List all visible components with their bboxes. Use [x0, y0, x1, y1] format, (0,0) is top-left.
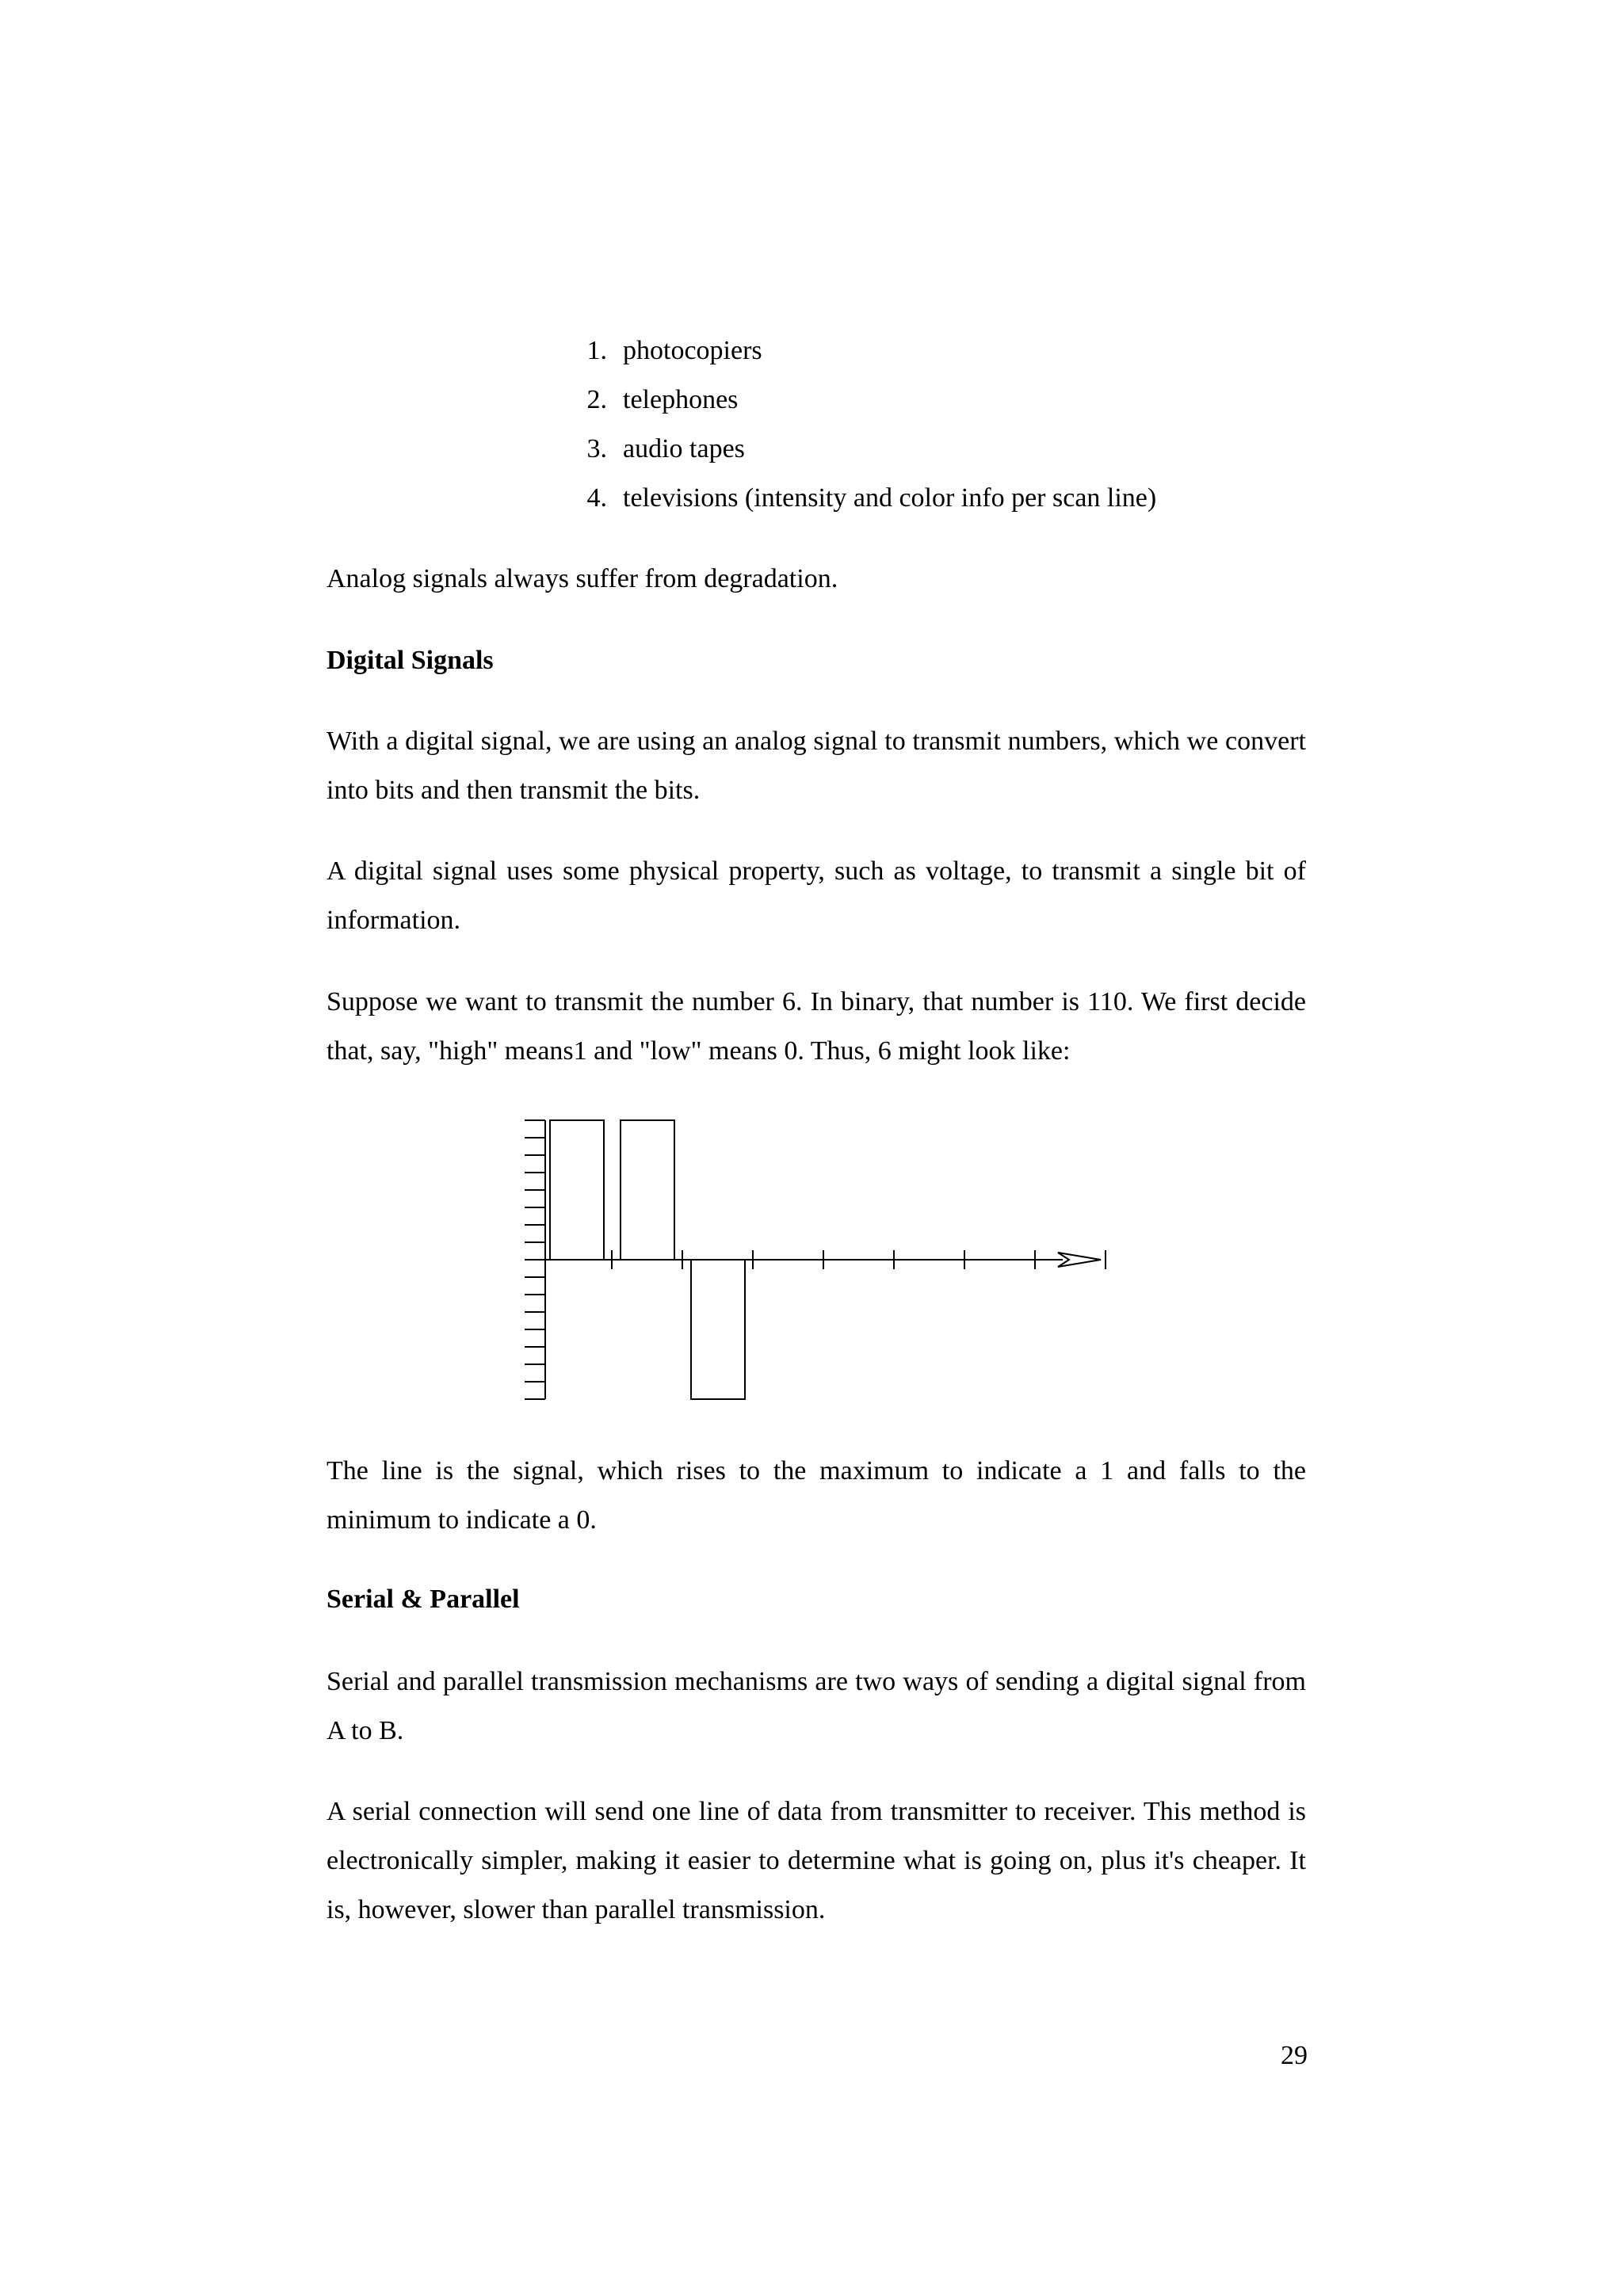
list-item [564, 474, 1156, 523]
digital-signal-figure [507, 1101, 1125, 1418]
list-item [564, 326, 1156, 376]
signal-pulse-low [691, 1260, 745, 1399]
paragraph-serial-connection: A serial connection will send one line of data from transmitter to receiver. This method is electronically simpler, making it easier to determine what is going on, plus it's cheaper. It is, however, slower than parallel transmission. [327, 1797, 1306, 1924]
paragraph-suppose: Suppose we want to transmit the number 6. In binary, that number is 110. We first decide that, say, "high" means1 and "low" means 0. Thus, 6 might look like: [327, 987, 1306, 1066]
list-item-text: photocopiers [623, 336, 762, 365]
heading-digital-signals: Digital Signals [327, 646, 494, 675]
paragraph-analog-degradation: Analog signals always suffer from degradation. [327, 564, 838, 593]
x-axis-arrow [1058, 1253, 1101, 1267]
page-number: 29 [1281, 2041, 1308, 2070]
list-item-number: 2. [586, 385, 607, 414]
paragraph-digital-property: A digital signal uses some physical property, such as voltage, to transmit a single bit of information. [327, 856, 1306, 935]
list-item [564, 376, 1156, 425]
list-item-number: 3. [586, 434, 607, 463]
list-item-text: telephones [623, 385, 739, 414]
paragraph-digital-intro: With a digital signal, we are using an analog signal to transmit numbers, which we convert into bits and then transmit the bits. [327, 727, 1306, 805]
paragraph-line-signal: The line is the signal, which rises to the maximum to indicate a 1 and falls to the minimum to indicate a 0. [327, 1456, 1306, 1535]
list-item-number: 1. [586, 336, 607, 365]
example-list [564, 326, 1156, 523]
signal-pulse-high [550, 1120, 604, 1260]
list-item [564, 425, 1156, 474]
heading-serial-parallel: Serial & Parallel [327, 1585, 520, 1614]
signal-diagram [507, 1101, 1125, 1418]
signal-pulse-high [621, 1120, 674, 1260]
list-item-text: audio tapes [623, 434, 745, 463]
list-item-number: 4. [586, 483, 607, 513]
paragraph-serial-parallel-intro: Serial and parallel transmission mechanisms are two ways of sending a digital signal from A to B. [327, 1667, 1306, 1745]
list-item-text: televisions (intensity and color info per scan line) [623, 483, 1157, 513]
